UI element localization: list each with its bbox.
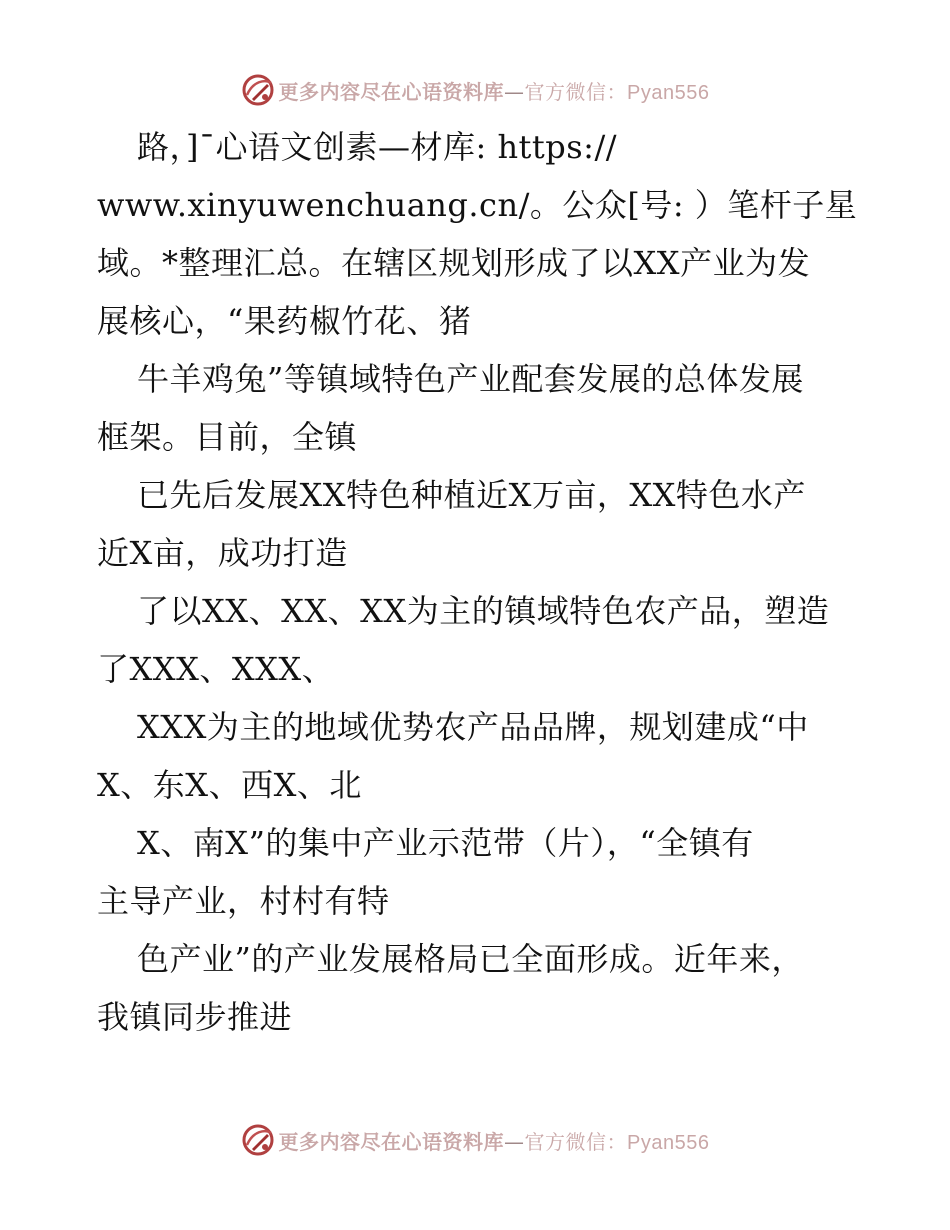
footer-banner-lead: 更多内容尽在心语资料库 (278, 1129, 505, 1154)
text-line: 已先后发展XX特色种植近X万亩，XX特色水产 (137, 476, 806, 514)
header-banner-inner (241, 73, 710, 107)
header-banner-lead: 更多内容尽在心语资料库 (278, 79, 505, 104)
text-line: 牛羊鸡兔”等镇域特色产业配套发展的总体发展 (137, 360, 804, 398)
text-line: www.xinyuwenchuang.cn/。公众[号: ）笔杆子星 (97, 186, 858, 224)
header-banner (0, 70, 950, 110)
text-line: 主导产业，村村有特 (97, 882, 390, 920)
text-line: 展核心，“果药椒竹花、猪 (97, 302, 472, 340)
footer-banner-text (279, 1126, 710, 1155)
pen-logo-icon (241, 73, 275, 107)
footer-banner (0, 1120, 950, 1160)
header-banner-wechat-id: Pyan556 (627, 81, 710, 104)
footer-banner-wechat-label: 官方微信： (524, 1129, 628, 1154)
text-line: 框架。目前，全镇 (97, 418, 358, 456)
text-line: X、南X”的集中产业示范带（片），“全镇有 (137, 824, 754, 862)
text-line: 域。*整理汇总。在辖区规划形成了以XX产业为发 (97, 244, 811, 282)
header-banner-wechat-label: 官方微信： (524, 79, 628, 104)
header-banner-dash: — (504, 79, 525, 104)
text-line: 了XXX、XXX、 (97, 650, 335, 688)
footer-banner-wechat-id: Pyan556 (627, 1131, 710, 1154)
header-banner-text (279, 76, 710, 105)
footer-banner-inner (241, 1123, 710, 1157)
text-line: 了以XX、XX、XX为主的镇域特色农产品，塑造 (137, 592, 830, 630)
footer-banner-dash: — (504, 1129, 525, 1154)
document-body (97, 118, 857, 1046)
text-line: 近X亩，成功打造 (97, 534, 348, 572)
text-line: X、东X、西X、北 (97, 766, 362, 804)
text-line: 色产业”的产业发展格局已全面形成。近年来， (137, 940, 804, 978)
pen-logo-icon (241, 1123, 275, 1157)
text-line: 路，]¯心语文创素—材库: https:// (137, 128, 618, 166)
text-line: 我镇同步推进 (97, 998, 293, 1036)
text-line: XXX为主的地域优势农产品品牌，规划建成“中 (137, 708, 809, 746)
